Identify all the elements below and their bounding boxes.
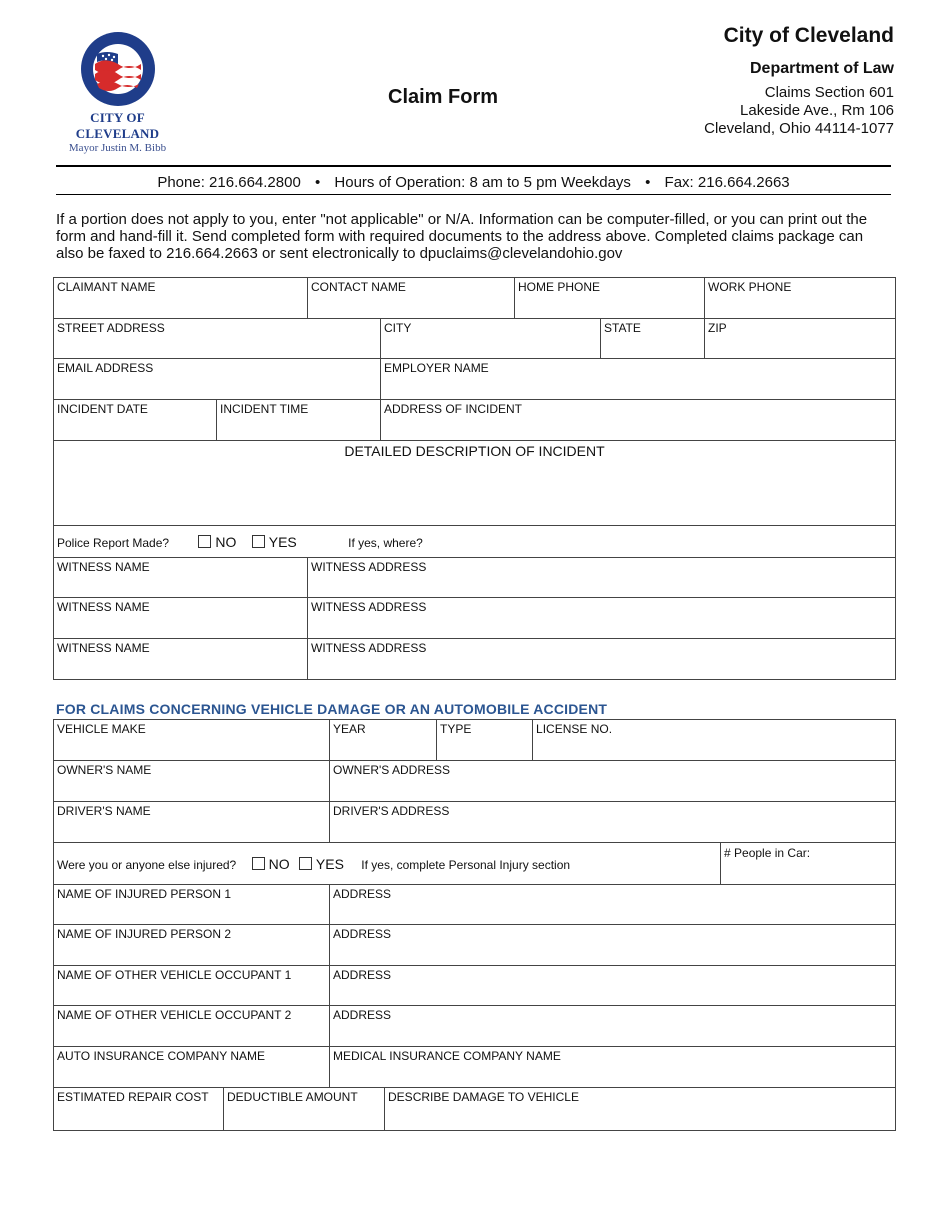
city-logo xyxy=(50,30,185,154)
license-field[interactable] xyxy=(533,720,896,761)
street-address-label: STREET ADDRESS xyxy=(57,321,165,335)
occupant-2-label: NAME OF OTHER VEHICLE OCCUPANT 2 xyxy=(57,1008,292,1022)
driver-address-field[interactable] xyxy=(330,802,896,843)
repair-cost-label: ESTIMATED REPAIR COST xyxy=(57,1090,209,1104)
org-department: Department of Law xyxy=(749,60,894,77)
medical-insurance-label: MEDICAL INSURANCE COMPANY NAME xyxy=(333,1049,561,1063)
occupant-1-field[interactable] xyxy=(54,966,330,1006)
email-label: EMAIL ADDRESS xyxy=(57,361,154,375)
injury-yes-label: YES xyxy=(315,855,344,872)
occupant-address-1-field[interactable] xyxy=(330,966,896,1006)
work-phone-field[interactable] xyxy=(705,278,896,319)
injured-person-2-label: NAME OF INJURED PERSON 2 xyxy=(57,927,232,941)
witness-address-field[interactable] xyxy=(308,558,896,598)
injury-row xyxy=(54,843,721,885)
vehicle-year-label: YEAR xyxy=(333,722,366,736)
vehicle-table xyxy=(53,719,896,1131)
witness-name-label: WITNESS NAME xyxy=(57,600,150,614)
address-line-3: Cleveland, Ohio 44114-1077 xyxy=(704,120,894,137)
incident-description-label: DETAILED DESCRIPTION OF INCIDENT xyxy=(344,443,605,459)
witness-address-field[interactable] xyxy=(308,598,896,639)
driver-address-label: DRIVER'S ADDRESS xyxy=(333,804,450,818)
police-yes-checkbox[interactable] xyxy=(252,535,265,548)
incident-date-field[interactable] xyxy=(54,400,217,441)
separator: • xyxy=(645,174,651,191)
divider xyxy=(56,165,891,167)
city-seal-icon xyxy=(79,30,157,108)
vehicle-year-field[interactable] xyxy=(330,720,437,761)
employer-label: EMPLOYER NAME xyxy=(384,361,489,375)
owner-name-field[interactable] xyxy=(54,761,330,802)
repair-cost-field[interactable] xyxy=(54,1088,224,1131)
state-field[interactable] xyxy=(601,319,705,359)
incident-address-field[interactable] xyxy=(381,400,896,441)
owner-name-label: OWNER'S NAME xyxy=(57,763,152,777)
logo-mayor-name: Mayor Justin M. Bibb xyxy=(68,142,167,154)
page-title: Claim Form xyxy=(388,86,499,108)
witness-name-field[interactable] xyxy=(54,639,308,680)
org-address xyxy=(704,84,894,138)
city-field[interactable] xyxy=(381,319,601,359)
separator: • xyxy=(314,174,321,191)
home-phone-field[interactable] xyxy=(515,278,705,319)
state-label: STATE xyxy=(604,321,641,335)
home-phone-label: HOME PHONE xyxy=(518,280,601,294)
injury-no-checkbox[interactable] xyxy=(252,857,265,870)
incident-time-label: INCIDENT TIME xyxy=(220,402,309,416)
police-report-row xyxy=(54,526,896,558)
people-in-car-label: # People in Car: xyxy=(724,846,811,860)
witness-name-label: WITNESS NAME xyxy=(57,560,150,574)
zip-field[interactable] xyxy=(705,319,896,359)
witness-name-field[interactable] xyxy=(54,598,308,639)
address-label: ADDRESS xyxy=(333,968,392,982)
occupant-1-label: NAME OF OTHER VEHICLE OCCUPANT 1 xyxy=(57,968,292,982)
people-in-car-field[interactable] xyxy=(721,843,896,885)
org-city: City of Cleveland xyxy=(723,24,894,47)
hours-text: Hours of Operation: 8 am to 5 pm Weekdays xyxy=(334,174,631,191)
street-address-field[interactable] xyxy=(54,319,381,359)
zip-label: ZIP xyxy=(708,321,727,335)
occupant-address-2-field[interactable] xyxy=(330,1006,896,1047)
owner-address-field[interactable] xyxy=(330,761,896,802)
incident-description-field[interactable] xyxy=(54,441,896,526)
injured-address-1-field[interactable] xyxy=(330,885,896,925)
witness-address-label: WITNESS ADDRESS xyxy=(311,641,427,655)
auto-insurance-label: AUTO INSURANCE COMPANY NAME xyxy=(57,1049,266,1063)
vehicle-make-field[interactable] xyxy=(54,720,330,761)
witness-name-field[interactable] xyxy=(54,558,308,598)
logo-city-name: CITY OF CLEVELAND xyxy=(75,110,160,141)
medical-insurance-field[interactable] xyxy=(330,1047,896,1088)
witness-address-label: WITNESS ADDRESS xyxy=(311,600,427,614)
witness-address-label: WITNESS ADDRESS xyxy=(311,560,427,574)
injured-person-2-field[interactable] xyxy=(54,925,330,966)
owner-address-label: OWNER'S ADDRESS xyxy=(333,763,450,777)
witness-address-field[interactable] xyxy=(308,639,896,680)
employer-field[interactable] xyxy=(381,359,896,400)
police-no-checkbox[interactable] xyxy=(198,535,211,548)
police-no-label: NO xyxy=(215,533,237,550)
contact-name-label: CONTACT NAME xyxy=(311,280,406,294)
injury-no-label: NO xyxy=(268,855,290,872)
incident-time-field[interactable] xyxy=(217,400,381,441)
intro-text: If a portion does not apply to you, enter "not applicable" or N/A. Information can be computer-filled, or you can print out the form and hand-fill it. Send completed form with required documents to the address above. Completed claims package can also be faxed to 216.664.2663 or sent electronically to dpuclaims@clevelandohio.gov xyxy=(56,211,868,262)
city-label: CITY xyxy=(384,321,412,335)
vehicle-make-label: VEHICLE MAKE xyxy=(57,722,146,736)
vehicle-section-title: FOR CLAIMS CONCERNING VEHICLE DAMAGE OR AN AUTOMOBILE ACCIDENT xyxy=(56,701,608,717)
witness-name-label: WITNESS NAME xyxy=(57,641,150,655)
contact-name-field[interactable] xyxy=(308,278,515,319)
email-field[interactable] xyxy=(54,359,381,400)
work-phone-label: WORK PHONE xyxy=(708,280,792,294)
deductible-field[interactable] xyxy=(224,1088,385,1131)
police-where-label: If yes, where? xyxy=(348,535,423,550)
divider xyxy=(56,194,891,195)
injury-note: If yes, complete Personal Injury section xyxy=(361,857,571,872)
license-label: LICENSE NO. xyxy=(536,722,613,736)
deductible-label: DEDUCTIBLE AMOUNT xyxy=(227,1090,358,1104)
injured-address-2-field[interactable] xyxy=(330,925,896,966)
injured-person-1-label: NAME OF INJURED PERSON 1 xyxy=(57,887,232,901)
vehicle-type-label: TYPE xyxy=(440,722,472,736)
claimant-name-label: CLAIMANT NAME xyxy=(57,280,156,294)
address-line-2: Lakeside Ave., Rm 106 xyxy=(740,102,894,119)
org-block xyxy=(704,24,894,138)
incident-date-label: INCIDENT DATE xyxy=(57,402,148,416)
address-line-1: Claims Section 601 xyxy=(764,84,894,101)
address-label: ADDRESS xyxy=(333,927,392,941)
address-label: ADDRESS xyxy=(333,1008,392,1022)
damage-description-label: DESCRIBE DAMAGE TO VEHICLE xyxy=(388,1090,579,1104)
police-report-question: Police Report Made? xyxy=(57,535,170,550)
fax-text: Fax: 216.664.2663 xyxy=(664,174,790,191)
contact-bar xyxy=(56,174,891,191)
address-label: ADDRESS xyxy=(333,887,392,901)
vehicle-type-field[interactable] xyxy=(437,720,533,761)
damage-description-field[interactable] xyxy=(385,1088,896,1131)
incident-address-label: ADDRESS OF INCIDENT xyxy=(384,402,523,416)
phone-text: Phone: 216.664.2800 xyxy=(157,174,301,191)
claimant-name-field[interactable] xyxy=(54,278,308,319)
driver-name-label: DRIVER'S NAME xyxy=(57,804,151,818)
claimant-table xyxy=(53,277,896,680)
occupant-2-field[interactable] xyxy=(54,1006,330,1047)
police-yes-label: YES xyxy=(268,533,297,550)
injury-question: Were you or anyone else injured? xyxy=(57,857,237,872)
driver-name-field[interactable] xyxy=(54,802,330,843)
injured-person-1-field[interactable] xyxy=(54,885,330,925)
auto-insurance-field[interactable] xyxy=(54,1047,330,1088)
injury-yes-checkbox[interactable] xyxy=(299,857,312,870)
